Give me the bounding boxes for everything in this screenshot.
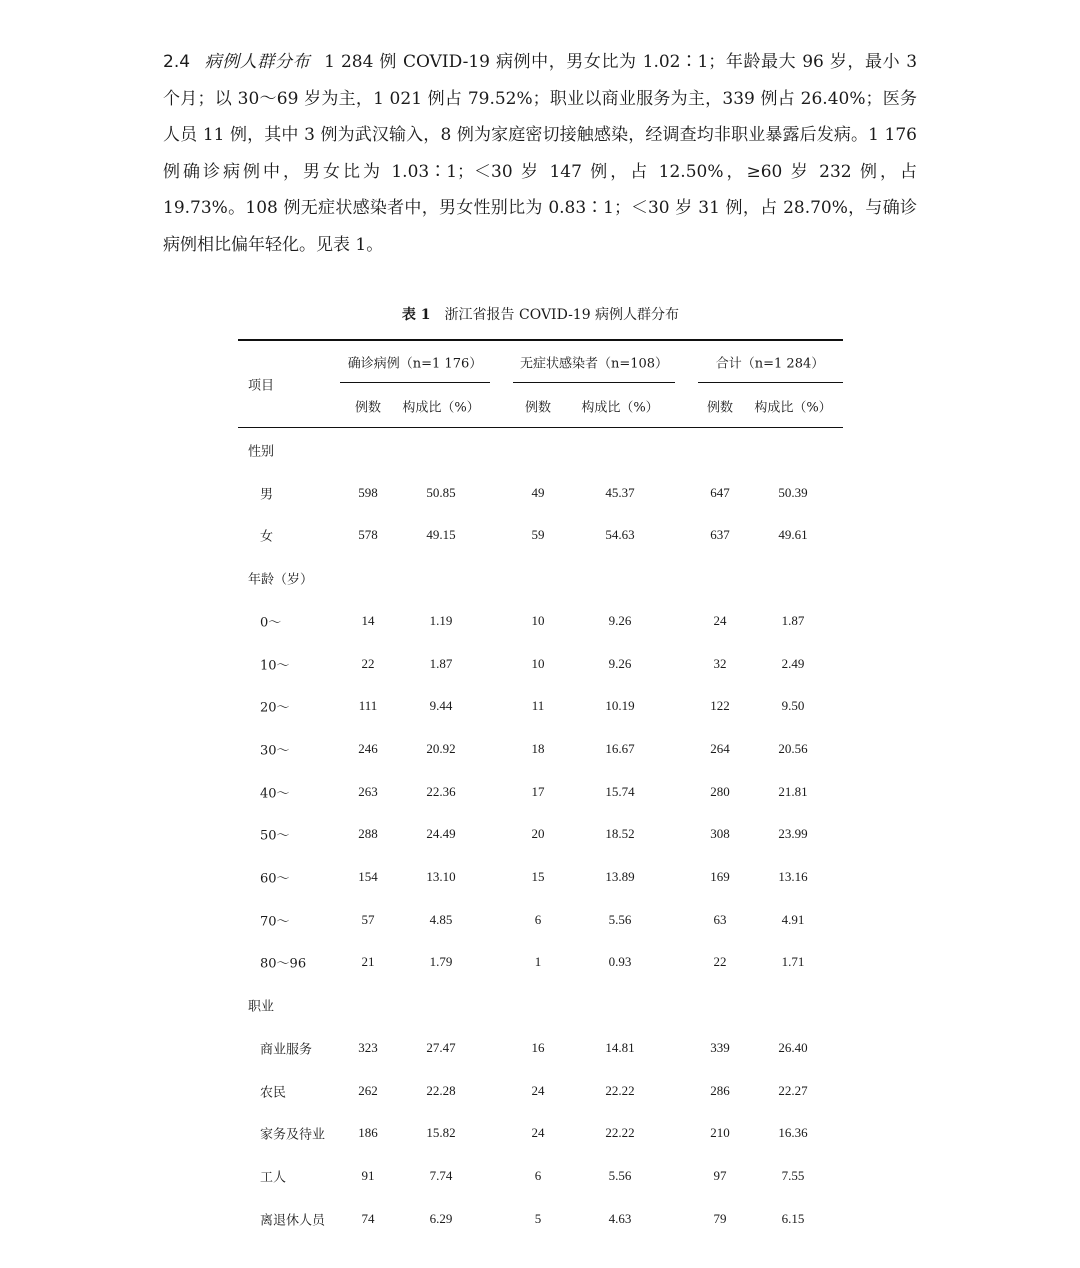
table-cell: 5.56 xyxy=(608,911,632,927)
table-row-label: 80～96 xyxy=(260,956,307,972)
table-cell: 6 xyxy=(534,1167,542,1183)
table-cell: 27.47 xyxy=(426,1039,456,1055)
table-cell: 21.81 xyxy=(778,783,808,799)
table-cell: 59 xyxy=(531,527,545,543)
table-cell: 24.49 xyxy=(426,826,456,842)
table-row-label: 60～ xyxy=(260,871,290,887)
table-row-label: 男 xyxy=(260,487,274,503)
table-cell: 4.91 xyxy=(781,911,805,927)
table-cell: 9.44 xyxy=(429,698,453,714)
table-cell: 6 xyxy=(534,911,542,927)
table-cell: 7.55 xyxy=(781,1167,805,1183)
group-header-confirmed: 确诊病例（n=1 176） xyxy=(347,356,483,372)
table-cell: 15.74 xyxy=(605,783,635,799)
table-row-label: 女 xyxy=(260,529,274,545)
table-cell: 15.82 xyxy=(426,1125,456,1141)
section-title: 病例人群分布 xyxy=(204,52,311,72)
table-cell: 20 xyxy=(531,826,545,842)
item-header: 项目 xyxy=(248,378,275,394)
table-cell: 186 xyxy=(358,1125,378,1141)
table-cell: 11 xyxy=(531,698,545,714)
table-cell: 264 xyxy=(710,740,730,756)
table-cell: 10 xyxy=(531,655,545,671)
group-rule-total xyxy=(698,382,843,383)
table-cell: 91 xyxy=(361,1167,375,1183)
table-caption xyxy=(238,304,843,324)
table-cell: 5 xyxy=(534,1210,542,1226)
table-cell: 49.61 xyxy=(778,527,808,543)
table-cell: 111 xyxy=(358,698,378,714)
table-cell: 9.50 xyxy=(781,698,805,714)
table-cell: 26.40 xyxy=(778,1039,808,1055)
table-cell: 16.36 xyxy=(778,1125,808,1141)
table-cell: 24 xyxy=(531,1125,545,1141)
table-cell: 32 xyxy=(713,655,727,671)
table-cell: 0.93 xyxy=(608,954,632,970)
table-cell: 63 xyxy=(713,911,727,927)
table-cell: 246 xyxy=(358,740,378,756)
subheader-percent: 构成比（%） xyxy=(754,400,832,416)
table-cell: 50.39 xyxy=(778,484,808,500)
table-cell: 13.10 xyxy=(426,869,456,884)
table-top-rule xyxy=(238,339,843,341)
table-cell: 647 xyxy=(710,484,730,500)
group-header-asymptomatic: 无症状感染者（n=108） xyxy=(519,356,669,372)
paragraph-text: 1 284 例 COVID-19 病例中，男女比为 1.02∶1；年龄最大 96 岁，最小 3 个月；以 30～69 岁为主，1 021 例占 79.52%；职业以商业服务为主，339 例占 26.40%；医务人员 11 例，其中 3 例为武汉输入，8 例为家庭密切接触感染，经调查均非职业暴露后发病。1 176 例确诊病例中，男女比为 1.03∶1；＜30 岁 147 例，占 12.50%，≥60 岁 232 例，占 19.73%。108 例无症状感染者中，男女性别比为 0.83∶1；＜30 岁 31 例，占 28.70%，与确诊病例相比偏年轻化。见表 1。 xyxy=(163,52,918,255)
table-row-label: 离退休人员 xyxy=(260,1213,326,1229)
table-cell: 4.85 xyxy=(429,911,453,927)
table-cell: 97 xyxy=(713,1167,727,1183)
table-row-label: 家务及待业 xyxy=(260,1127,326,1143)
table-row-label: 工人 xyxy=(260,1170,287,1186)
subheader-count: 例数 xyxy=(354,400,382,416)
table-cell: 18.52 xyxy=(605,826,635,842)
table-cell: 22.28 xyxy=(426,1082,456,1098)
table-cell: 1.71 xyxy=(781,954,805,970)
group-rule-confirmed xyxy=(340,382,490,383)
table-section-label: 性别 xyxy=(248,444,275,460)
table-header-rule xyxy=(238,427,843,428)
table-cell: 57 xyxy=(361,911,375,927)
table-cell: 22.36 xyxy=(426,783,456,799)
subheader-count: 例数 xyxy=(706,400,734,416)
table-row-label: 0～ xyxy=(260,615,282,631)
table-section-label: 职业 xyxy=(248,999,275,1015)
table-cell: 9.26 xyxy=(608,655,632,671)
table-cell: 13.16 xyxy=(778,869,808,884)
table-cell: 20.92 xyxy=(426,740,456,756)
table-cell: 598 xyxy=(358,484,378,500)
group-rule-asymptomatic xyxy=(513,382,675,383)
table-row-label: 10～ xyxy=(260,658,290,673)
table-cell: 18 xyxy=(531,740,545,756)
table-caption-label: 表 1 xyxy=(401,307,431,323)
table-row-label: 20～ xyxy=(260,700,290,716)
table-cell: 10.19 xyxy=(605,698,635,714)
table-cell: 288 xyxy=(358,826,378,842)
table-cell: 5.56 xyxy=(608,1167,632,1183)
table-cell: 49.15 xyxy=(426,527,456,543)
table-cell: 20.56 xyxy=(778,740,808,756)
table-cell: 1.87 xyxy=(781,612,805,628)
table-row-label: 农民 xyxy=(260,1085,287,1100)
table-cell: 6.29 xyxy=(429,1210,453,1226)
table-cell: 22.22 xyxy=(605,1082,635,1098)
table-cell: 637 xyxy=(710,527,730,543)
table-cell: 79 xyxy=(713,1210,727,1226)
table-cell: 1.87 xyxy=(429,655,453,671)
table-cell: 14.81 xyxy=(605,1039,635,1055)
table-cell: 22.27 xyxy=(778,1082,808,1098)
table-cell: 14 xyxy=(361,612,375,628)
table-cell: 22.22 xyxy=(605,1125,635,1141)
table-cell: 122 xyxy=(710,698,730,714)
group-header-total: 合计（n=1 284） xyxy=(715,356,825,372)
table-cell: 169 xyxy=(710,869,730,884)
table-cell: 22 xyxy=(713,954,727,970)
table-cell: 13.89 xyxy=(605,869,635,884)
table-cell: 262 xyxy=(358,1082,378,1098)
table-cell: 6.15 xyxy=(781,1210,805,1226)
table-cell: 10 xyxy=(531,612,545,628)
table-cell: 17 xyxy=(531,783,545,799)
table-cell: 16.67 xyxy=(605,740,635,756)
table-cell: 7.74 xyxy=(429,1167,453,1183)
table-cell: 1.79 xyxy=(429,954,453,970)
table-cell: 74 xyxy=(361,1210,375,1226)
table-cell: 308 xyxy=(710,826,730,842)
table-cell: 15 xyxy=(531,869,545,884)
table-row-label: 40～ xyxy=(260,786,290,802)
table-cell: 1.19 xyxy=(429,612,453,628)
table-cell: 323 xyxy=(358,1039,378,1055)
subheader-percent: 构成比（%） xyxy=(581,400,659,416)
table-cell: 49 xyxy=(531,484,545,500)
table-cell: 263 xyxy=(358,783,378,799)
table-cell: 24 xyxy=(713,612,727,628)
table-row-label: 30～ xyxy=(260,743,290,759)
table-cell: 45.37 xyxy=(605,484,635,500)
table-cell: 9.26 xyxy=(608,612,632,628)
table-cell: 22 xyxy=(361,655,375,671)
section-number: 2.4 xyxy=(163,52,191,72)
table-cell: 280 xyxy=(710,783,730,799)
table-cell: 16 xyxy=(531,1039,545,1055)
table-row-label: 50～ xyxy=(260,828,290,844)
table-cell: 578 xyxy=(358,527,378,543)
table-cell: 1 xyxy=(534,954,542,970)
table-cell: 154 xyxy=(358,869,378,884)
table-cell: 2.49 xyxy=(781,655,805,671)
table-cell: 339 xyxy=(710,1039,730,1055)
body-paragraph xyxy=(163,44,917,263)
table-section-label: 年龄（岁） xyxy=(248,572,314,588)
table-cell: 210 xyxy=(710,1125,730,1141)
table-cell: 286 xyxy=(710,1082,730,1098)
table-caption-title: 浙江省报告 COVID-19 病例人群分布 xyxy=(444,307,680,323)
table-cell: 23.99 xyxy=(778,826,808,842)
table-cell: 50.85 xyxy=(426,484,456,500)
subheader-count: 例数 xyxy=(524,400,552,416)
table-cell: 54.63 xyxy=(605,527,635,543)
table-row-label: 商业服务 xyxy=(260,1042,313,1058)
table-row-label: 70～ xyxy=(260,914,290,930)
table-cell: 21 xyxy=(361,954,375,970)
table-cell: 24 xyxy=(531,1082,545,1098)
subheader-percent: 构成比（%） xyxy=(402,400,480,416)
table-cell: 4.63 xyxy=(608,1210,632,1226)
